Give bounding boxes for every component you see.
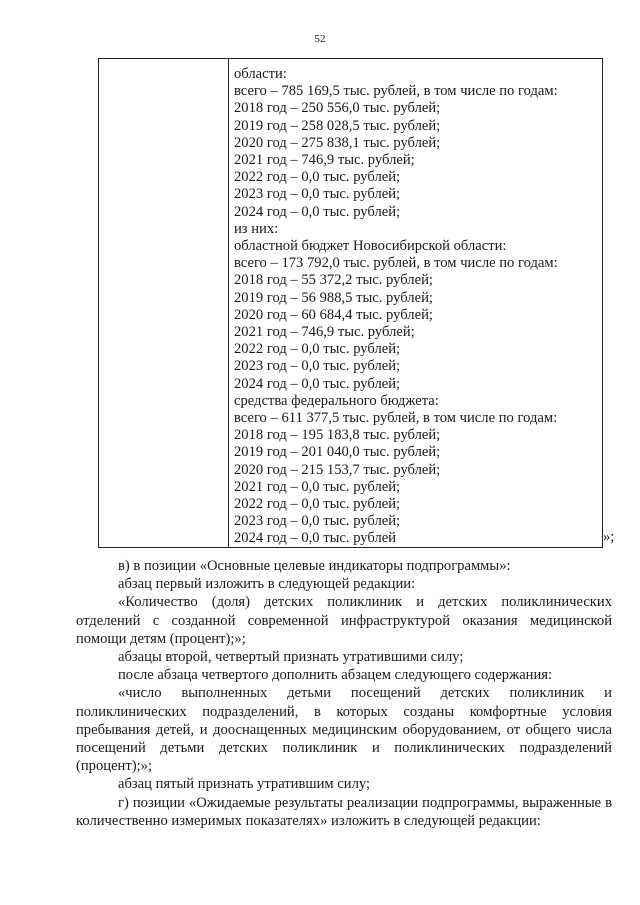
paragraph: абзац первый изложить в следующей редакции:	[118, 576, 416, 593]
table-line: всего – 611 377,5 тыс. рублей, в том числе по годам:	[234, 410, 558, 427]
paragraph: абзацы второй, четвертый признать утратившими силу;	[118, 649, 464, 666]
paragraph: в) в позиции «Основные целевые индикаторы подпрограммы»:	[118, 558, 511, 574]
table-line: 2019 год – 56 988,5 тыс. рублей;	[234, 289, 433, 306]
body-text	[76, 557, 612, 830]
table-line: 2020 год – 275 838,1 тыс. рублей;	[234, 134, 441, 151]
table-line: 2020 год – 60 684,4 тыс. рублей;	[234, 306, 433, 323]
table-line: областной бюджет Новосибирской области:	[234, 238, 507, 255]
closing-quote: »;	[603, 529, 615, 545]
table-column-divider	[228, 59, 229, 547]
table-line: из них:	[234, 220, 279, 237]
paragraph: после абзаца четвертого дополнить абзацем следующего содержания:	[118, 667, 553, 684]
table-line: 2022 год – 0,0 тыс. рублей;	[234, 169, 401, 186]
table-line: 2021 год – 0,0 тыс. рублей;	[234, 478, 401, 495]
table-line: 2019 год – 201 040,0 тыс. рублей;	[234, 444, 441, 461]
table-line: средства федерального бюджета:	[234, 392, 439, 409]
table-line: 2022 год – 0,0 тыс. рублей;	[234, 496, 401, 513]
table-line: всего – 173 792,0 тыс. рублей, в том числе по годам:	[234, 255, 558, 272]
table-line: 2024 год – 0,0 тыс. рублей	[234, 530, 397, 547]
table-line: всего – 785 169,5 тыс. рублей, в том числе по годам:	[234, 83, 558, 100]
paragraph: «число выполненных детьми посещений детских поликлиник и поликлинических подразделений, в которых созданы комфортные условия пребывания детей, и дооснащенных медицинским оборудованием, от общего числа посещений детьми детских поликлиник и поликлинических подразделений (процент);»;	[76, 685, 612, 775]
table-line: 2018 год – 55 372,2 тыс. рублей;	[234, 272, 433, 289]
table-line: 2022 год – 0,0 тыс. рублей;	[234, 341, 401, 358]
table-line: 2024 год – 0,0 тыс. рублей;	[234, 203, 401, 220]
paragraph: г) позиции «Ожидаемые результаты реализации подпрограммы, выраженные в количественно измеримых показателях» изложить в следующей редакции:	[76, 794, 612, 829]
table-line: области:	[234, 66, 287, 82]
table-line: 2018 год – 195 183,8 тыс. рублей;	[234, 427, 441, 444]
table-line: 2021 год – 746,9 тыс. рублей;	[234, 152, 415, 169]
table-line: 2019 год – 258 028,5 тыс. рублей;	[234, 117, 441, 134]
table-line: 2018 год – 250 556,0 тыс. рублей;	[234, 100, 441, 117]
page-number: 52	[314, 33, 326, 45]
table-line: 2023 год – 0,0 тыс. рублей;	[234, 513, 401, 530]
table-line: 2023 год – 0,0 тыс. рублей;	[234, 358, 401, 375]
table-line: 2020 год – 215 153,7 тыс. рублей;	[234, 461, 441, 478]
financing-table	[98, 58, 603, 548]
table-line: 2021 год – 746,9 тыс. рублей;	[234, 324, 415, 341]
table-line: 2024 год – 0,0 тыс. рублей;	[234, 375, 401, 392]
table-line: 2023 год – 0,0 тыс. рублей;	[234, 186, 401, 203]
table-right-cell	[234, 66, 596, 548]
paragraph: «Количество (доля) детских поликлиник и детских поликлинических отделений с созданной современной инфраструктурой оказания медицинской помощи детям (процент);»;	[76, 594, 612, 647]
paragraph: абзац пятый признать утратившим силу;	[118, 776, 371, 793]
